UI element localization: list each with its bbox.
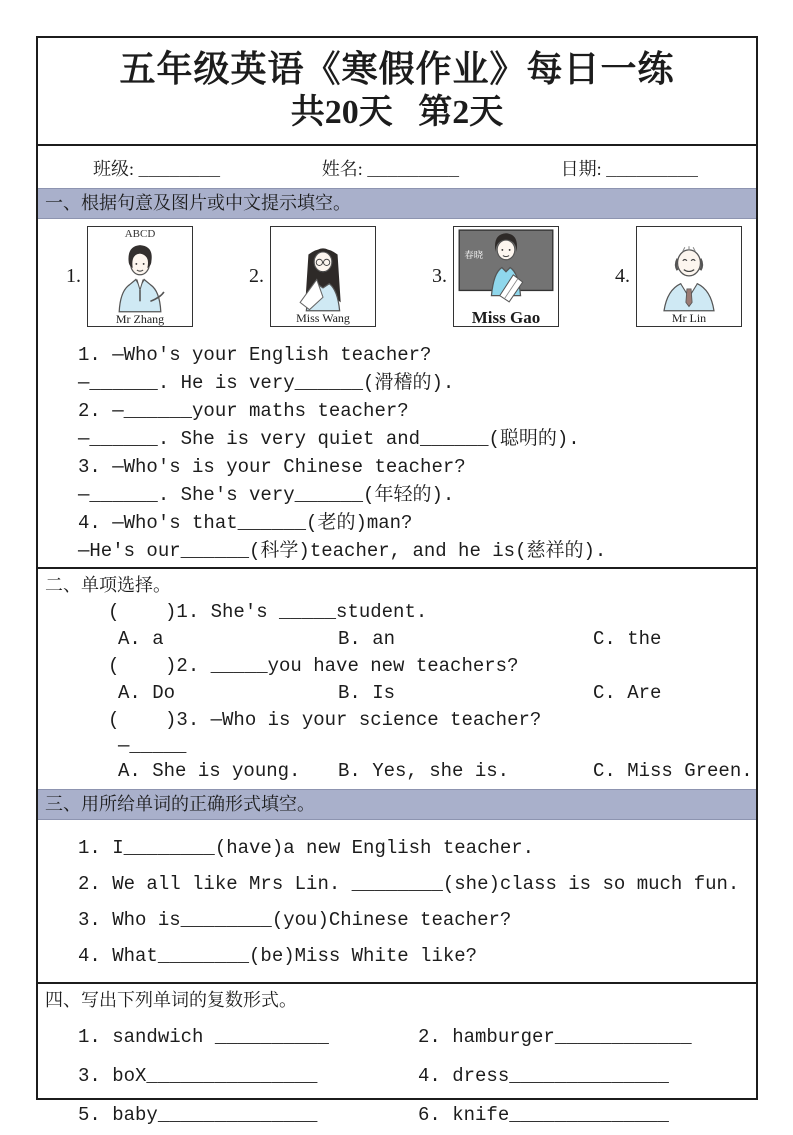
question-4-line-2: —He's our______(科学)teacher, and he is(慈祥的). [78, 540, 607, 562]
choice-1-option-c: C. the [593, 628, 662, 650]
figure-3-picture [453, 226, 559, 327]
choice-3-option-b: B. Yes, she is. [338, 760, 510, 782]
name-label: 姓名: [321, 159, 368, 179]
class-blank: ________ [138, 162, 221, 181]
question-1-line-1: 1. —Who's your English teacher? [78, 344, 432, 366]
figure-2-number: 2. [249, 265, 264, 287]
choice-3-option-c: C. Miss Green. [593, 760, 753, 782]
female-teacher-illustration [271, 240, 375, 311]
class-label: 班级: [93, 159, 139, 179]
plural-item-6: 6. knife______________ [418, 1104, 669, 1126]
plural-item-5: 5. baby______________ [78, 1104, 318, 1126]
figure-2-caption: Miss Wang [296, 310, 350, 325]
word-form-item-1: 1. I________(have)a new English teacher. [78, 837, 535, 859]
teacher-at-blackboard-illustration [454, 227, 558, 308]
choice-3-options [118, 758, 756, 785]
plural-item-1: 1. sandwich __________ [78, 1026, 329, 1048]
figure-2 [249, 226, 376, 327]
elderly-teacher-illustration [637, 240, 741, 311]
blackboard-text: 春晓 [464, 251, 484, 262]
date-blank: _________ [606, 162, 698, 181]
figure-4-caption: Mr Lin [671, 310, 707, 325]
section-three-items [38, 820, 756, 982]
figure-1-picture [87, 226, 193, 327]
date-label: 日期: [560, 159, 607, 179]
word-form-item-4: 4. What________(be)Miss White like? [78, 945, 478, 967]
figure-4-picture [636, 226, 742, 327]
choice-2-option-b: B. Is [338, 682, 396, 704]
worksheet-sheet [36, 36, 758, 1126]
plural-item-3: 3. boX_______________ [78, 1065, 318, 1087]
section-four-header: 四、写出下列单词的复数形式。 [45, 990, 297, 1010]
choice-2-option-c: C. Are [593, 682, 662, 704]
question-2-line-2: —______. She is very quiet and______(聪明的). [78, 428, 580, 450]
figure-4 [615, 226, 742, 327]
male-teacher-illustration [88, 241, 192, 312]
question-3-line-2: —______. She's very______(年轻的). [78, 484, 455, 506]
figure-3-number: 3. [432, 265, 447, 287]
section-one-header: 一、根据句意及图片或中文提示填空。 [38, 188, 756, 219]
section-three-header: 三、用所给单词的正确形式填空。 [38, 789, 756, 820]
section-two-header: 二、单项选择。 [45, 575, 171, 595]
figure-1-top-label: ABCD [124, 228, 156, 240]
figure-4-number: 4. [615, 265, 630, 287]
plural-items-grid [78, 1018, 756, 1135]
name-blank: _________ [367, 162, 460, 181]
choice-3-option-a: A. She is young. [118, 760, 301, 782]
choice-2-option-a: A. Do [118, 682, 176, 704]
figure-1 [66, 226, 193, 327]
choice-1-stem: ( )1. She's _____student. [108, 601, 428, 623]
question-1-line-2: —______. He is very______(滑稽的). [78, 372, 455, 394]
figure-1-caption: Mr Zhang [115, 311, 165, 326]
page-subtitle: 共20天 第2天 [290, 94, 504, 131]
date-field [561, 155, 698, 181]
question-3-line-1: 3. —Who's is your Chinese teacher? [78, 456, 466, 478]
choice-2-options [118, 680, 756, 707]
choice-1-option-a: A. a [118, 628, 164, 650]
figure-1-number: 1. [66, 265, 81, 287]
section-one-questions [38, 337, 756, 567]
question-4-line-1: 4. —Who's that______(老的)man? [78, 512, 413, 534]
figures-row [38, 219, 756, 337]
title-block [38, 38, 756, 146]
figure-3 [432, 226, 559, 327]
word-form-item-3: 3. Who is________(you)Chinese teacher? [78, 909, 512, 931]
page-title: 五年级英语《寒假作业》每日一练 [119, 49, 675, 89]
choice-2-stem: ( )2. _____you have new teachers? [108, 655, 519, 677]
section-four [38, 982, 756, 1135]
figure-3-caption: Miss Gao [471, 308, 541, 328]
section-two [38, 567, 756, 789]
choice-3-stem: ( )3. —Who is your science teacher? [108, 709, 542, 731]
choice-1-options [118, 626, 756, 653]
choice-3-stem-line-2: —_____ [118, 735, 187, 757]
choice-1-option-b: B. an [338, 628, 396, 650]
class-field [93, 155, 220, 181]
word-form-item-2: 2. We all like Mrs Lin. ________(she)class is so much fun. [78, 873, 740, 895]
question-2-line-1: 2. —______your maths teacher? [78, 400, 409, 422]
plural-item-2: 2. hamburger____________ [418, 1026, 692, 1048]
info-row [38, 146, 756, 188]
name-field [322, 155, 459, 181]
figure-2-picture [270, 226, 376, 327]
plural-item-4: 4. dress______________ [418, 1065, 669, 1087]
